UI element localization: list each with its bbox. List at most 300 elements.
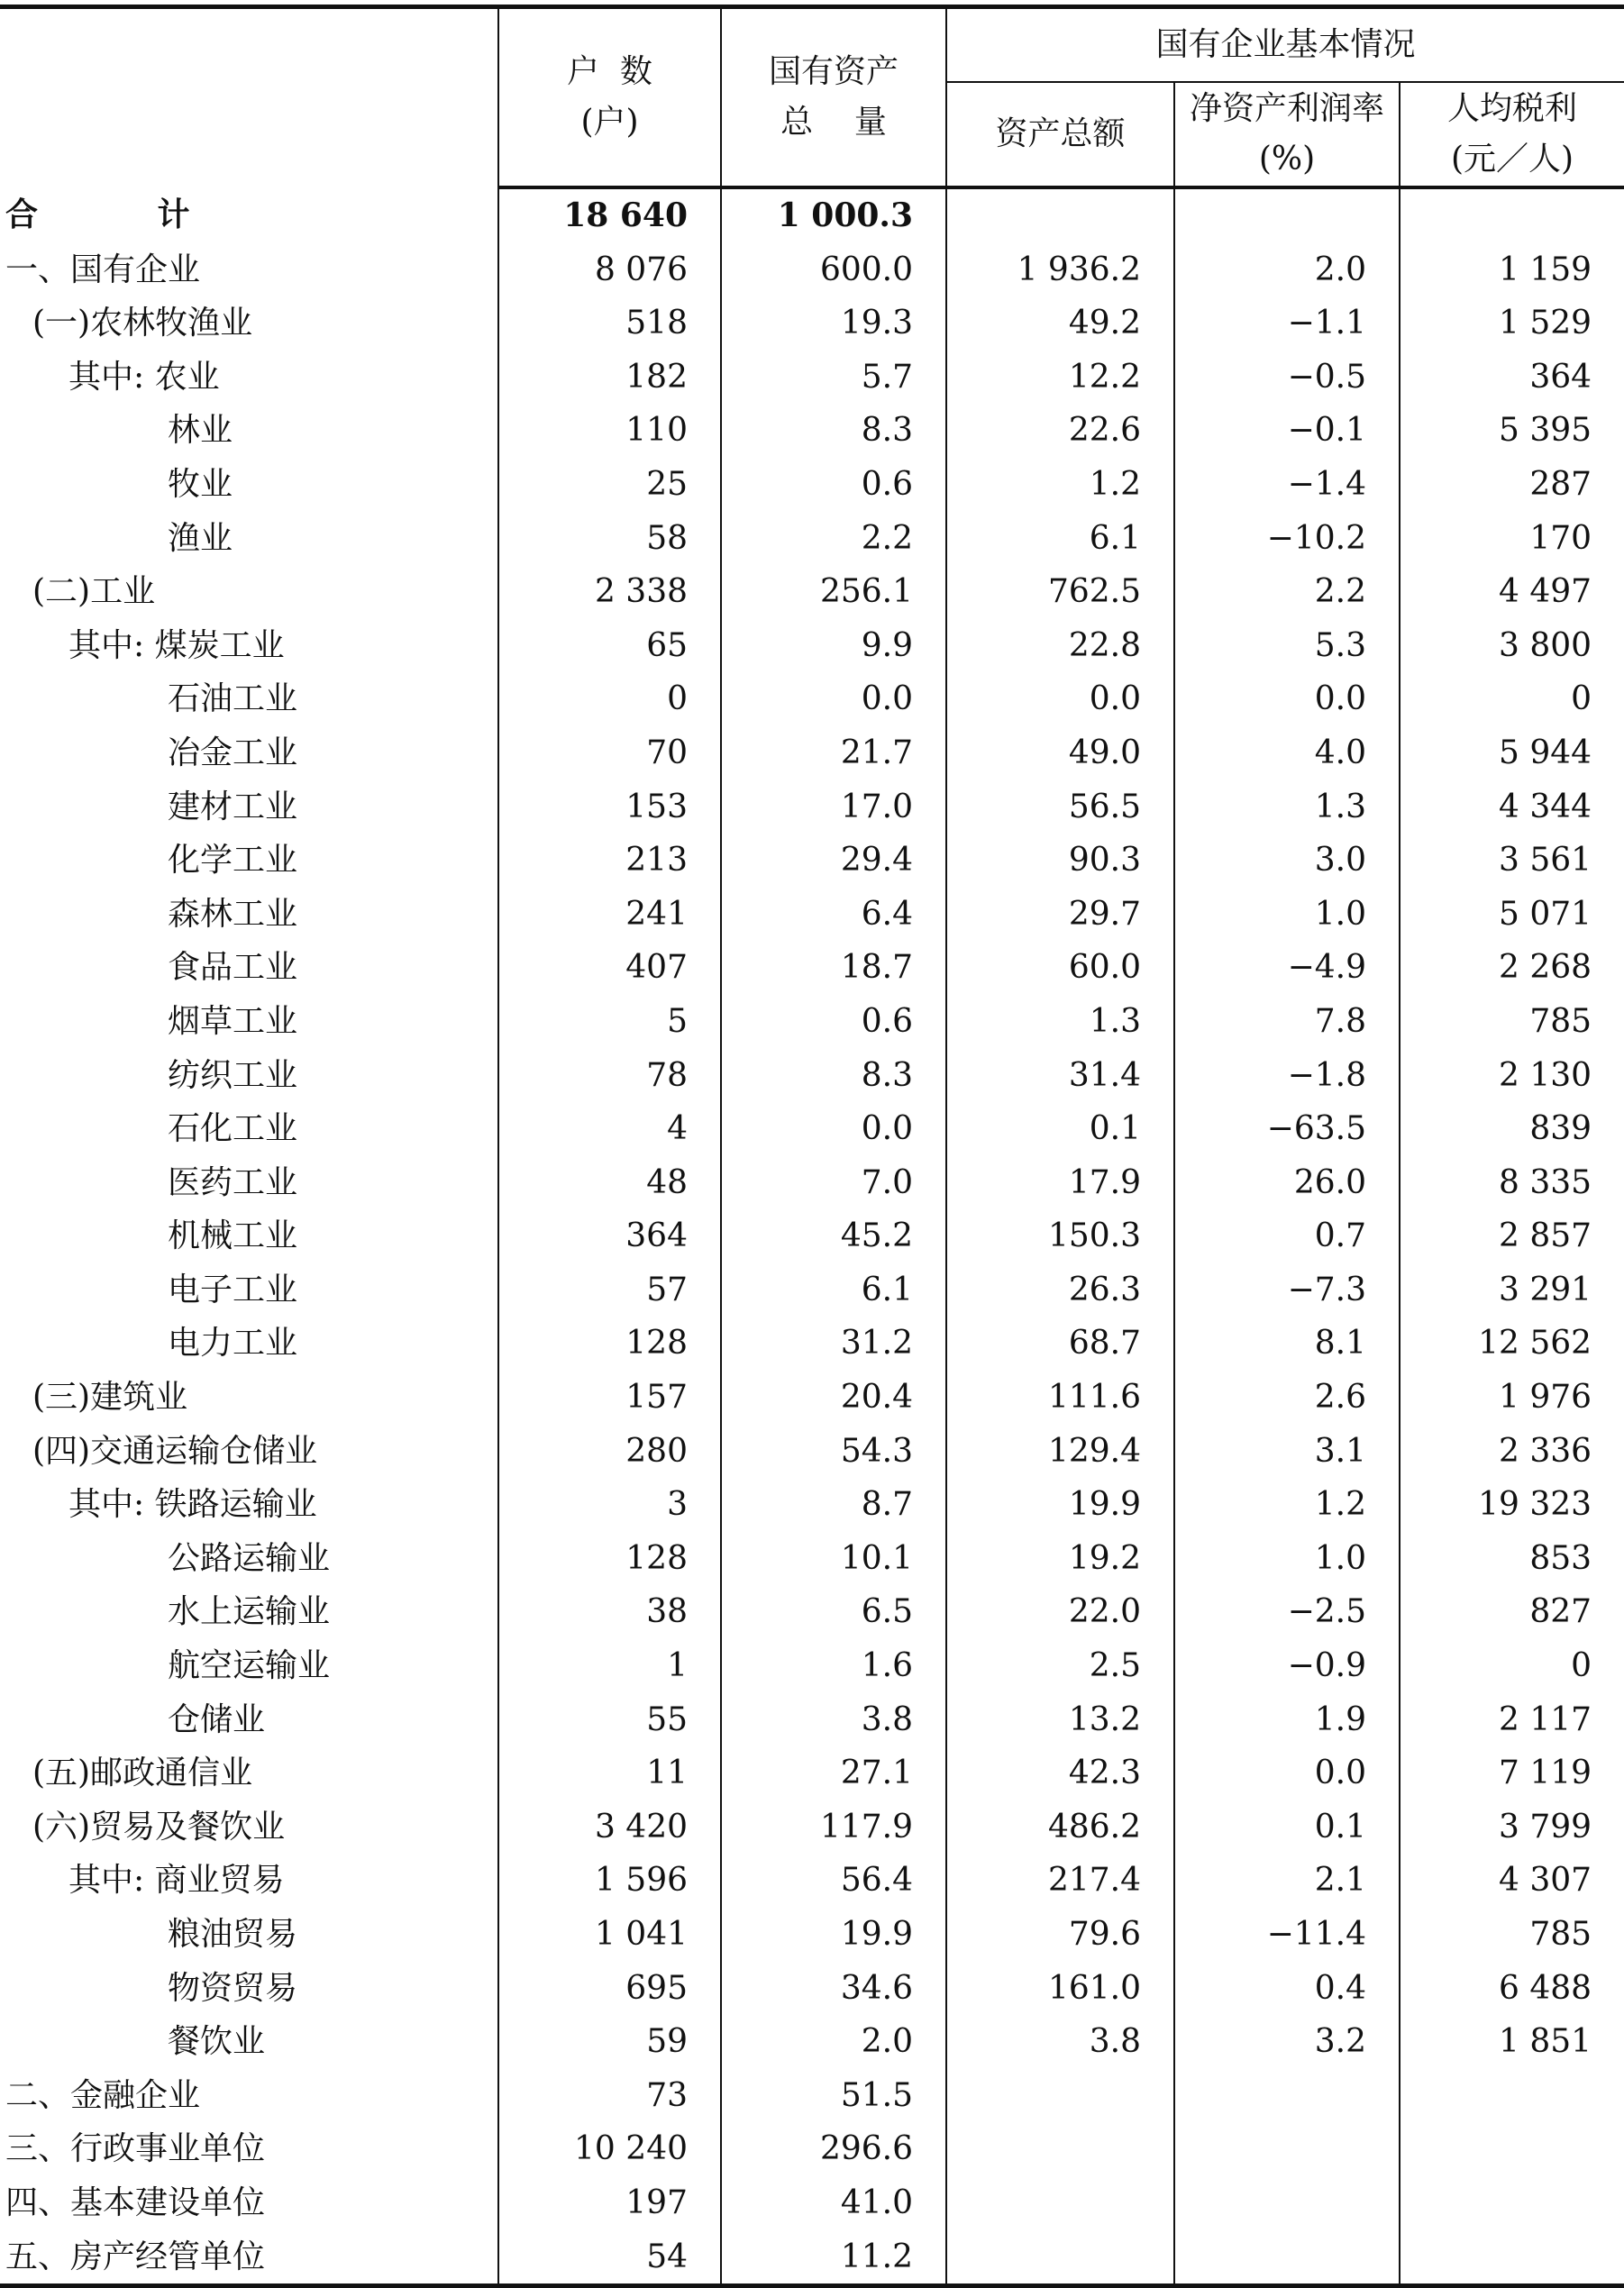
row-label <box>0 2069 498 2123</box>
cell-net-profit-rate: 0.0 <box>1174 1746 1400 1800</box>
row-label <box>0 941 498 995</box>
cell-total-assets: 49.0 <box>946 726 1174 780</box>
cell-total-assets: 90.3 <box>946 834 1174 888</box>
cell-households: 213 <box>498 834 721 888</box>
cell-state-assets: 7.0 <box>721 1156 946 1210</box>
table-row <box>0 1962 1624 2016</box>
cell-net-profit-rate: 3.1 <box>1174 1425 1400 1479</box>
cell-net-profit-rate: 1.0 <box>1174 1532 1400 1586</box>
cell-tax-per-capita: 12 562 <box>1400 1317 1624 1371</box>
cell-total-assets <box>946 2122 1174 2176</box>
table-body <box>0 187 1624 2286</box>
cell-households: 3 420 <box>498 1800 721 1855</box>
cell-state-assets: 6.1 <box>721 1263 946 1317</box>
cell-net-profit-rate <box>1174 2230 1400 2286</box>
cell-households: 0 <box>498 672 721 726</box>
row-label-text: 电力工业 <box>168 1325 298 1363</box>
cell-state-assets: 3.8 <box>721 1693 946 1747</box>
table-row <box>0 780 1624 834</box>
cell-tax-per-capita: 170 <box>1400 512 1624 566</box>
cell-net-profit-rate: 2.1 <box>1174 1854 1400 1908</box>
cell-households: 65 <box>498 619 721 673</box>
cell-state-assets: 117.9 <box>721 1800 946 1855</box>
cell-households: 128 <box>498 1317 721 1371</box>
cell-total-assets: 6.1 <box>946 512 1174 566</box>
cell-total-assets: 129.4 <box>946 1425 1174 1479</box>
cell-total-assets: 111.6 <box>946 1371 1174 1425</box>
cell-tax-per-capita: 4 307 <box>1400 1854 1624 1908</box>
cell-state-assets: 17.0 <box>721 780 946 834</box>
row-label-text: 餐饮业 <box>168 2023 266 2061</box>
cell-households: 25 <box>498 458 721 512</box>
row-label <box>0 512 498 566</box>
cell-total-assets: 19.2 <box>946 1532 1174 1586</box>
cell-households: 73 <box>498 2069 721 2123</box>
cell-tax-per-capita: 2 268 <box>1400 941 1624 995</box>
row-label <box>0 1478 498 1532</box>
cell-households: 11 <box>498 1746 721 1800</box>
cell-tax-per-capita: 287 <box>1400 458 1624 512</box>
row-label-text: 五、房产经管单位 <box>5 2238 266 2275</box>
row-label <box>0 1532 498 1586</box>
row-label <box>0 1746 498 1800</box>
row-label <box>0 565 498 619</box>
cell-total-assets: 1.2 <box>946 458 1174 512</box>
cell-state-assets: 56.4 <box>721 1854 946 1908</box>
row-label-text: 水上运输业 <box>168 1593 331 1631</box>
row-label <box>0 1263 498 1317</box>
cell-net-profit-rate: 2.2 <box>1174 565 1400 619</box>
cell-state-assets: 11.2 <box>721 2230 946 2286</box>
table-row <box>0 2069 1624 2123</box>
cell-net-profit-rate: −2.5 <box>1174 1585 1400 1639</box>
cell-state-assets: 600.0 <box>721 243 946 297</box>
cell-net-profit-rate: 8.1 <box>1174 1317 1400 1371</box>
row-label-text: 航空运输业 <box>168 1647 331 1685</box>
row-label-text: 机械工业 <box>168 1217 298 1255</box>
row-label <box>0 1049 498 1103</box>
table-row <box>0 2176 1624 2230</box>
cell-tax-per-capita: 3 291 <box>1400 1263 1624 1317</box>
table-row <box>0 1693 1624 1747</box>
cell-total-assets: 19.9 <box>946 1478 1174 1532</box>
cell-tax-per-capita: 4 344 <box>1400 780 1624 834</box>
row-label-text: 其中: 商业贸易 <box>68 1862 285 1900</box>
table-row <box>0 1425 1624 1479</box>
cell-tax-per-capita: 3 561 <box>1400 834 1624 888</box>
cell-net-profit-rate: −4.9 <box>1174 941 1400 995</box>
cell-state-assets: 8.7 <box>721 1478 946 1532</box>
table-row <box>0 404 1624 458</box>
row-label <box>0 1962 498 2016</box>
row-label-text: 粮油贸易 <box>168 1916 298 1953</box>
cell-households: 407 <box>498 941 721 995</box>
table-row <box>0 1478 1624 1532</box>
row-label <box>0 2176 498 2230</box>
state-assets-table <box>0 5 1624 2288</box>
cell-net-profit-rate: 1.0 <box>1174 888 1400 942</box>
cell-households: 59 <box>498 2015 721 2069</box>
cell-net-profit-rate: −7.3 <box>1174 1263 1400 1317</box>
row-label <box>0 458 498 512</box>
row-label <box>0 404 498 458</box>
row-label-text: 石油工业 <box>168 680 298 718</box>
cell-total-assets: 217.4 <box>946 1854 1174 1908</box>
cell-households: 55 <box>498 1693 721 1747</box>
cell-state-assets: 18.7 <box>721 941 946 995</box>
table-row <box>0 1532 1624 1586</box>
cell-total-assets: 0.0 <box>946 672 1174 726</box>
cell-state-assets: 0.6 <box>721 458 946 512</box>
cell-state-assets: 21.7 <box>721 726 946 780</box>
row-label-text: 二、金融企业 <box>5 2076 201 2114</box>
cell-net-profit-rate: 0.7 <box>1174 1209 1400 1263</box>
cell-tax-per-capita: 1 851 <box>1400 2015 1624 2069</box>
cell-tax-per-capita: 3 800 <box>1400 619 1624 673</box>
row-label-text: (二)工业 <box>32 573 156 611</box>
cell-total-assets: 22.0 <box>946 1585 1174 1639</box>
cell-total-assets: 13.2 <box>946 1693 1174 1747</box>
cell-tax-per-capita: 5 071 <box>1400 888 1624 942</box>
header-net-profit-rate <box>1174 82 1400 187</box>
cell-households: 70 <box>498 726 721 780</box>
row-label <box>0 1317 498 1371</box>
header-net-profit-rate-line2: (%) <box>1258 141 1316 178</box>
table-row <box>0 1639 1624 1693</box>
cell-tax-per-capita: 5 395 <box>1400 404 1624 458</box>
table-row <box>0 1908 1624 1962</box>
row-label <box>0 780 498 834</box>
cell-tax-per-capita: 6 488 <box>1400 1962 1624 2016</box>
table-row <box>0 2015 1624 2069</box>
row-label <box>0 672 498 726</box>
row-label <box>0 995 498 1049</box>
table-row <box>0 351 1624 405</box>
cell-state-assets: 2.0 <box>721 2015 946 2069</box>
row-label <box>0 1585 498 1639</box>
table-row <box>0 1317 1624 1371</box>
cell-net-profit-rate: 26.0 <box>1174 1156 1400 1210</box>
row-label <box>0 2015 498 2069</box>
cell-state-assets: 29.4 <box>721 834 946 888</box>
cell-total-assets <box>946 2176 1174 2230</box>
cell-state-assets: 8.3 <box>721 404 946 458</box>
table-row <box>0 2230 1624 2286</box>
row-label-text: 化学工业 <box>168 842 298 880</box>
cell-net-profit-rate: 3.2 <box>1174 2015 1400 2069</box>
row-label-text: 其中: 农业 <box>68 358 220 396</box>
row-label-text: 公路运输业 <box>168 1539 331 1577</box>
cell-tax-per-capita: 785 <box>1400 995 1624 1049</box>
table-row <box>0 1049 1624 1103</box>
row-label-text: (四)交通运输仓储业 <box>32 1432 318 1470</box>
cell-tax-per-capita: 5 944 <box>1400 726 1624 780</box>
table-header <box>0 7 1624 188</box>
table-row <box>0 834 1624 888</box>
cell-tax-per-capita: 1 976 <box>1400 1371 1624 1425</box>
cell-net-profit-rate: −10.2 <box>1174 512 1400 566</box>
table-row <box>0 565 1624 619</box>
cell-net-profit-rate: −0.5 <box>1174 351 1400 405</box>
row-label-text: 物资贸易 <box>168 1969 298 2007</box>
cell-total-assets: 3.8 <box>946 2015 1174 2069</box>
cell-state-assets: 54.3 <box>721 1425 946 1479</box>
row-label <box>0 1908 498 1962</box>
cell-households: 2 338 <box>498 565 721 619</box>
cell-tax-per-capita <box>1400 2230 1624 2286</box>
table-row <box>0 1102 1624 1156</box>
header-households <box>498 7 721 188</box>
header-state-assets-line2: 总 量 <box>780 104 887 141</box>
cell-households: 38 <box>498 1585 721 1639</box>
cell-households: 364 <box>498 1209 721 1263</box>
table-row <box>0 1371 1624 1425</box>
cell-net-profit-rate: 2.6 <box>1174 1371 1400 1425</box>
cell-total-assets: 161.0 <box>946 1962 1174 2016</box>
row-label-text: 医药工业 <box>168 1163 298 1201</box>
header-state-assets-line1: 国有资产 <box>768 53 899 90</box>
table-row <box>0 243 1624 297</box>
header-households-line1: 户 数 <box>567 53 652 90</box>
cell-households: 54 <box>498 2230 721 2286</box>
table-row <box>0 1854 1624 1908</box>
cell-total-assets: 49.2 <box>946 296 1174 351</box>
table-row <box>0 995 1624 1049</box>
cell-tax-per-capita <box>1400 2176 1624 2230</box>
row-label <box>0 726 498 780</box>
cell-tax-per-capita <box>1400 2122 1624 2176</box>
cell-households: 58 <box>498 512 721 566</box>
row-label-text: 仓储业 <box>168 1700 266 1738</box>
cell-state-assets: 5.7 <box>721 351 946 405</box>
row-label-text: 建材工业 <box>168 788 298 825</box>
cell-net-profit-rate: 1.3 <box>1174 780 1400 834</box>
cell-households: 4 <box>498 1102 721 1156</box>
header-tax-per-capita <box>1400 82 1624 187</box>
cell-net-profit-rate <box>1174 187 1400 243</box>
row-label-text: (六)贸易及餐饮业 <box>32 1808 286 1846</box>
row-label <box>0 243 498 297</box>
table-row <box>0 1156 1624 1210</box>
row-label-text: 牧业 <box>168 465 233 503</box>
table-row <box>0 1585 1624 1639</box>
cell-state-assets: 10.1 <box>721 1532 946 1586</box>
table-row <box>0 941 1624 995</box>
cell-net-profit-rate: 3.0 <box>1174 834 1400 888</box>
cell-total-assets <box>946 2230 1174 2286</box>
row-label <box>0 619 498 673</box>
cell-total-assets <box>946 187 1174 243</box>
cell-households: 1 041 <box>498 1908 721 1962</box>
cell-total-assets: 31.4 <box>946 1049 1174 1103</box>
row-label <box>0 888 498 942</box>
cell-households: 5 <box>498 995 721 1049</box>
cell-total-assets <box>946 2069 1174 2123</box>
cell-total-assets: 68.7 <box>946 1317 1174 1371</box>
cell-tax-per-capita: 3 799 <box>1400 1800 1624 1855</box>
table-row <box>0 187 1624 243</box>
cell-net-profit-rate <box>1174 2069 1400 2123</box>
cell-total-assets: 1.3 <box>946 995 1174 1049</box>
cell-net-profit-rate <box>1174 2122 1400 2176</box>
row-label <box>0 187 498 243</box>
cell-state-assets: 20.4 <box>721 1371 946 1425</box>
row-label <box>0 1693 498 1747</box>
row-label-text: 四、基本建设单位 <box>5 2183 266 2221</box>
cell-total-assets: 1 936.2 <box>946 243 1174 297</box>
row-label <box>0 1425 498 1479</box>
cell-tax-per-capita: 0 <box>1400 672 1624 726</box>
row-label-text: 森林工业 <box>168 895 298 933</box>
cell-households: 3 <box>498 1478 721 1532</box>
row-label-text: 烟草工业 <box>168 1002 298 1040</box>
row-label <box>0 1209 498 1263</box>
cell-net-profit-rate: 1.2 <box>1174 1478 1400 1532</box>
cell-tax-per-capita: 1 529 <box>1400 296 1624 351</box>
cell-tax-per-capita: 2 857 <box>1400 1209 1624 1263</box>
table-row <box>0 296 1624 351</box>
table-row <box>0 888 1624 942</box>
cell-total-assets: 42.3 <box>946 1746 1174 1800</box>
cell-total-assets: 22.8 <box>946 619 1174 673</box>
table-row <box>0 672 1624 726</box>
cell-net-profit-rate: −1.8 <box>1174 1049 1400 1103</box>
cell-net-profit-rate: −0.1 <box>1174 404 1400 458</box>
cell-net-profit-rate: 7.8 <box>1174 995 1400 1049</box>
cell-state-assets: 1.6 <box>721 1639 946 1693</box>
cell-state-assets: 1 000.3 <box>721 187 946 243</box>
header-net-profit-rate-line1: 净资产利润率 <box>1189 90 1384 127</box>
cell-households: 280 <box>498 1425 721 1479</box>
header-category-blank <box>0 7 498 188</box>
cell-net-profit-rate: 0.0 <box>1174 672 1400 726</box>
cell-total-assets: 17.9 <box>946 1156 1174 1210</box>
cell-households: 110 <box>498 404 721 458</box>
cell-net-profit-rate: 4.0 <box>1174 726 1400 780</box>
header-tax-per-capita-line2: (元／人) <box>1450 141 1574 178</box>
cell-state-assets: 8.3 <box>721 1049 946 1103</box>
row-label-text: 三、行政事业单位 <box>5 2130 266 2168</box>
cell-total-assets: 29.7 <box>946 888 1174 942</box>
cell-tax-per-capita: 19 323 <box>1400 1478 1624 1532</box>
cell-tax-per-capita: 0 <box>1400 1639 1624 1693</box>
cell-total-assets: 0.1 <box>946 1102 1174 1156</box>
header-households-line2: (户) <box>580 104 639 141</box>
row-label <box>0 2122 498 2176</box>
row-label-text: 纺织工业 <box>168 1056 298 1094</box>
cell-tax-per-capita: 1 159 <box>1400 243 1624 297</box>
cell-total-assets: 762.5 <box>946 565 1174 619</box>
cell-tax-per-capita: 785 <box>1400 1908 1624 1962</box>
row-label <box>0 351 498 405</box>
cell-tax-per-capita: 4 497 <box>1400 565 1624 619</box>
cell-state-assets: 6.4 <box>721 888 946 942</box>
header-tax-per-capita-line1: 人均税利 <box>1447 90 1578 127</box>
cell-households: 241 <box>498 888 721 942</box>
cell-state-assets: 19.3 <box>721 296 946 351</box>
cell-households: 48 <box>498 1156 721 1210</box>
cell-net-profit-rate: −11.4 <box>1174 1908 1400 1962</box>
header-state-assets <box>721 7 946 188</box>
row-label <box>0 1156 498 1210</box>
cell-tax-per-capita <box>1400 187 1624 243</box>
cell-state-assets: 296.6 <box>721 2122 946 2176</box>
cell-state-assets: 6.5 <box>721 1585 946 1639</box>
row-label <box>0 1371 498 1425</box>
cell-households: 57 <box>498 1263 721 1317</box>
table-row <box>0 458 1624 512</box>
row-label-text: 电子工业 <box>168 1271 298 1308</box>
cell-net-profit-rate: −1.4 <box>1174 458 1400 512</box>
cell-total-assets: 12.2 <box>946 351 1174 405</box>
cell-state-assets: 31.2 <box>721 1317 946 1371</box>
cell-state-assets: 0.0 <box>721 672 946 726</box>
row-label-text: 其中: 铁路运输业 <box>68 1486 317 1524</box>
cell-tax-per-capita: 2 117 <box>1400 1693 1624 1747</box>
row-label-text: 合 计 <box>5 196 244 233</box>
table-row <box>0 2122 1624 2176</box>
cell-state-assets: 0.0 <box>721 1102 946 1156</box>
cell-total-assets: 150.3 <box>946 1209 1174 1263</box>
row-label <box>0 2230 498 2286</box>
row-label <box>0 1854 498 1908</box>
cell-households: 518 <box>498 296 721 351</box>
cell-tax-per-capita: 364 <box>1400 351 1624 405</box>
cell-net-profit-rate: 5.3 <box>1174 619 1400 673</box>
cell-households: 197 <box>498 2176 721 2230</box>
cell-state-assets: 2.2 <box>721 512 946 566</box>
row-label-text: 石化工业 <box>168 1110 298 1148</box>
table-row <box>0 726 1624 780</box>
row-label-text: 食品工业 <box>168 949 298 987</box>
cell-tax-per-capita: 7 119 <box>1400 1746 1624 1800</box>
table-row <box>0 512 1624 566</box>
cell-net-profit-rate <box>1174 2176 1400 2230</box>
cell-net-profit-rate: −0.9 <box>1174 1639 1400 1693</box>
cell-total-assets: 2.5 <box>946 1639 1174 1693</box>
row-label-text: (一)农林牧渔业 <box>32 305 253 342</box>
row-label-text: 林业 <box>168 412 233 450</box>
cell-net-profit-rate: 0.1 <box>1174 1800 1400 1855</box>
row-label <box>0 1102 498 1156</box>
cell-state-assets: 19.9 <box>721 1908 946 1962</box>
cell-tax-per-capita: 827 <box>1400 1585 1624 1639</box>
cell-households: 182 <box>498 351 721 405</box>
cell-households: 78 <box>498 1049 721 1103</box>
cell-net-profit-rate: −63.5 <box>1174 1102 1400 1156</box>
row-label-text: 其中: 煤炭工业 <box>68 626 285 664</box>
row-label-text: 一、国有企业 <box>5 251 201 288</box>
cell-state-assets: 41.0 <box>721 2176 946 2230</box>
cell-net-profit-rate: 2.0 <box>1174 243 1400 297</box>
row-label-text: (三)建筑业 <box>32 1379 188 1417</box>
cell-tax-per-capita: 2 130 <box>1400 1049 1624 1103</box>
cell-net-profit-rate: −1.1 <box>1174 296 1400 351</box>
cell-tax-per-capita: 2 336 <box>1400 1425 1624 1479</box>
cell-net-profit-rate: 1.9 <box>1174 1693 1400 1747</box>
cell-households: 128 <box>498 1532 721 1586</box>
header-total-assets: 资产总额 <box>946 82 1174 187</box>
header-group-soe: 国有企业基本情况 <box>946 7 1624 83</box>
cell-total-assets: 60.0 <box>946 941 1174 995</box>
cell-state-assets: 45.2 <box>721 1209 946 1263</box>
table-row <box>0 1263 1624 1317</box>
cell-tax-per-capita <box>1400 2069 1624 2123</box>
table-row <box>0 619 1624 673</box>
cell-state-assets: 0.6 <box>721 995 946 1049</box>
row-label-text: 渔业 <box>168 519 233 557</box>
row-label <box>0 834 498 888</box>
